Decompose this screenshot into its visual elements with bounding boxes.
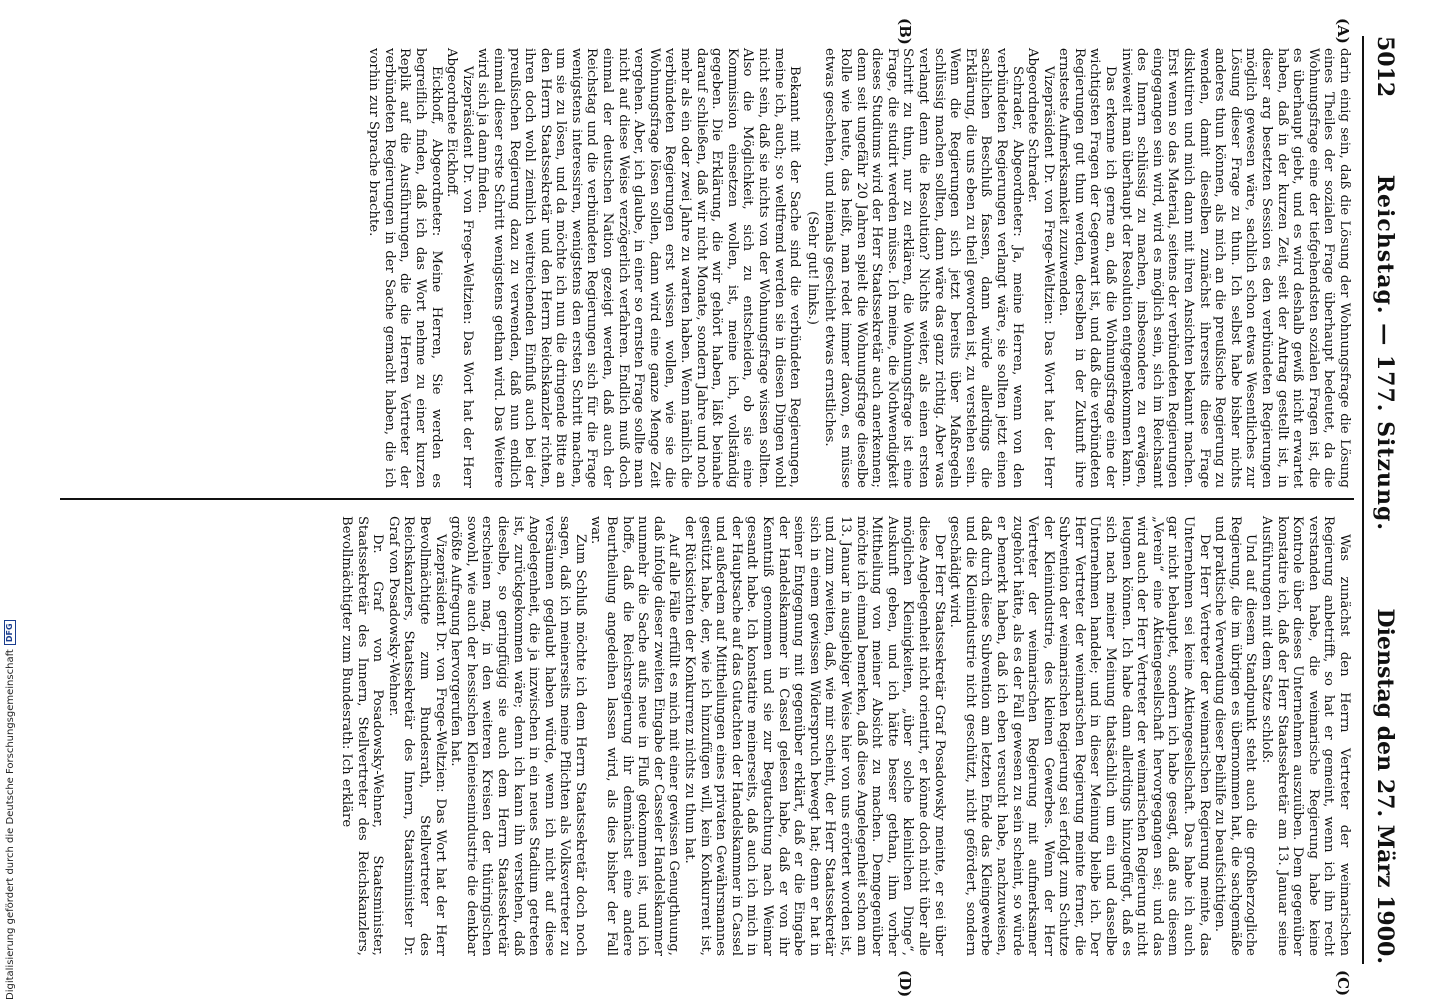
speaker-paragraph: Eickhoff, Abgeordneter: Meine Herren, Sie werden es begreiflich finden, daß ich das Wort nehme zu einer kurzen Replik auf die Ausführungen, die die Herren Vertreter der verbündeten Regierungen in der Sache gemacht haben, die ich vorhin zur Sprache brachte. — [366, 48, 444, 488]
margin-mark-b: (B) — [896, 18, 914, 45]
speaker-paragraph: Schrader, Abgeordneter: Ja, meine Herren, wenn von den verbündeten Regierungen verlangt wäre, sie sollten jetzt einen sachlichen Beschluß fassen, dann würde allerdings die Erklärung, die uns eben zu theil geworden ist, zu verstehen sein. Wenn die Regierungen sich jetzt bereits über Maßregeln schlüssig machen sollten, dann wäre das ganz richtig. Aber was verlangt denn die Resolution? Nichts weiter, als einen ersten Schritt zu thun, nur zu erklären, die Wohnungsfrage ist eine Frage, die studirt werden müsse. Ich meine, die Nothwendigkeit dieses Studiums wird der Herr Staatssekretär auch anerkennen; denn seit ungefähr 20 Jahren spielt die Wohnungsfrage dieselbe Rolle wie heute, das heißt, man redet immer davon, es müsse etwas geschehen, und niemals geschieht etwas ernstliches. — [822, 48, 1025, 488]
digitization-note — [2, 10, 18, 1000]
paragraph: Was zunächst den Herrn Vertreter der weimarischen Regierung anbetrifft, so hat er gemeint, wenn ich ihn recht verstanden habe, die weimarische Regierung habe keine Kontrole über dieses Unternehmen auszuüben. Dem gegenüber konstatire ich, daß der Herr Staatssekretär am 13. Januar seine Ausführungen mit dem Satze schloß: — [1259, 516, 1352, 956]
paragraph: Auf alle Fälle erfüllt es mich mit einer gewissen Genugthuung, daß infolge dieser zweiten Eingabe der Casseler Handelskammer nunmehr die Sache aufs neue in Fluß gekommen ist, und ich hoffe, daß die Reichsregierung ihr demnächst eine andere Beurtheilung angedeihen lassen wird, als dies bisher der Fall war. — [588, 516, 682, 956]
left-column — [366, 48, 1352, 488]
quotation: Und auf diesem Standpunkt steht auch die großherzogliche Regierung, die im übrigen es übernommen hat, die sachgemäße und praktische Verwendung dieser Beihilfe zu beaufsichtigen. — [1212, 516, 1259, 956]
paragraph: Der Herr Staatssekretär Graf Posadowsky meinte, er sei über diese Angelegenheit nicht orientirt, er könne doch nicht über alle möglichen Kleinigkeiten, „über solche kleinlichen Dinge“, Auskunft geben, und ich hätte besser gethan, ihm vorher Mittheilung von meiner Absicht zu machen. Demgegenüber möchte ich einmal bemerken, daß diese Angelegenheit schon am 13. Januar in ausgiebiger Weise hier von uns erörtert worden ist, und zum zweiten, daß, wie mir scheint, der Herr Staatssekretär sich in einem gewissen Widerspruch bewegt hat; denn er hat in seiner Entgegnung mit gegenüber erklärt, daß er die Eingabe der Handelskammer in Cassel gelesen habe, daß er von ihr Kenntniß genommen und sie zur Begutachtung nach Weimar gesandt habe. Ich konstatire meinerseits, daß auch ich mich in der Hauptsache auf das Gutachten der Handelskammer in Cassel und außerdem auf Mittheilungen eines privaten Gewährsmannes gestützt habe, der, wie ich hinzufügen will, kein Konkurrent ist, der Rücksichten der Konkurrenz nichts zu thun hat. — [682, 516, 947, 956]
paragraph: darin einig sein, daß die Lösung der Wohnungsfrage die Lösung eines Theiles der sozialen Frage überhaupt bedeutet, da die Wohnungsfrage eine der tiefgehendsten sozialen Fragen ist, die es überhaupt giebt, und es wird deshalb gewiß nicht erwartet haben, daß in der kurzen Zeit, seit der Antrag gestellt ist, in dieser arg besetzten Session es den verbündeten Regierungen möglich gewesen wäre, sachlich schon etwas Wesentliches zur Lösung dieser Frage zu thun. Ich selbst habe bisher nichts anderes thun können, als mich an die preußische Regierung zu wenden, damit dieselben zunächst ihrerseits diese Frage diskutiren und mich dann mit ihren Ansichten bekannt machen. Erst wenn so das Material, seitens der verbündeten Regierungen eingegangen sein wird, wird es möglich sein, sich im Reichsamt des Innern schlüssig zu machen, insbesondere zu erwägen, inwieweit man überhaupt der Resolution entgegenkommen kann. — [1118, 48, 1352, 488]
speaker-paragraph: Vizepräsident Dr. von Frege-Weltzien: Das Wort hat der Herr Abgeordnete Schrader. — [1025, 48, 1056, 488]
speaker-paragraph: Dr. Graf von Posadowsky-Wehner, Staatsminister, Staatssekretär des Innern, Stellvertreter des Reichskanzlers, Bevollmächtigter zum Bundesrath: Ich erkläre — [339, 516, 386, 956]
right-column — [338, 516, 1352, 956]
margin-mark-a: (A) — [1334, 18, 1352, 44]
page-header — [1372, 36, 1412, 964]
paragraph: Bekannt mit der Sache sind die verbündeten Regierungen, meine ich, auch; so weltfremd werden sie in diesen Dingen wohl nicht sein, daß sie nichts von der Wohnungsfrage wissen sollten. Also die Möglichkeit, sich zu entscheiden, ob sie eine Kommission einsetzen wollen, ist, meine ich, vollständig gegeben. Die Erklärung, die wir gehört haben, läßt beinahe darauf schließen, daß wir nicht Monate, sondern Jahre und noch mehr als ein oder zwei Jahre zu warten haben. Wenn nämlich die verbündeten Regierungen erst wissen wollen, wie sie die Wohnungsfrage lösen sollen, dann wird eine ganze Menge Zeit vergehen. Aber, ich glaube, in einer so ernsten Frage sollte man nicht auf diese Weise verzögerlich verfahren. Endlich muß doch einmal der deutschen Nation gezeigt werden, daß auch der Reichstag und die verbündeten Regierungen sich für die Frage wenigstens interessiren, wenigstens den ersten Schritt machen, um sie zu lösen, und da möchte ich nun die dringende Bitte an den Herrn Staatssekretär und den Herrn Reichskanzler richten, ihren doch wohl ziemlich weitreichenden Einfluß auch bei der preußischen Regierung dazu zu verwenden, daß nun endlich einmal dieser erste Schritt wenigstens gethan wird. Das Weitere wird sich ja dann finden. — [475, 48, 803, 488]
paragraph: Das erkenne ich gerne an, daß die Wohnungsfrage eine der wichtigsten Fragen der Gegenwart ist, und daß die verbündeten Regierungen gut thun werden, derselben in der Zukunft ihre ernsteste Aufmerksamkeit zuzuwenden. — [1056, 48, 1119, 488]
paragraph: Zum Schluß möchte ich dem Herrn Staatssekretär doch noch sagen, daß ich meinerseits meine Pflichten als Volksvertreter zu versäumen geglaubt haben würde, wenn ich nicht auf diese Angelegenheit, die ja inzwischen in ein neues Stadium getreten ist, zurückgekommen wäre; denn ich kann ihn verstehen, daß dieselbe, so geringfügig sie auch dem Herrn Staatssekretär erscheinen mag, in den weiteren Kreisen der thüringischen sowohl, wie auch der hessischen Kleineisenindustrie die denkbar größte Aufregung hervorgerufen hat. — [448, 516, 588, 956]
digitization-note-text: Digitalisierung gefördert durch die Deutsche Forschungsgemeinschaft — [4, 649, 16, 1000]
speaker-paragraph: Vizepräsident Dr. von Frege-Weltzien: Das Wort hat der Herr Abgeordnete Eickhoff. — [444, 48, 475, 488]
margin-mark-c: (C) — [1334, 970, 1352, 997]
paragraph: Der Herr Vertreter der weimarischen Regierung meinte, das Unternehmen sei keine Aktiengesellschaft. Das habe ich auch gar nicht behauptet, sondern ich habe gesagt, daß aus diesem „Verein“ eine Aktiengesellschaft hervorgegangen sei; und das wird auch der Herr Vertreter der weimarischen Regierung nicht leugnen können. Ich habe dann allerdings hinzugefügt, daß es sich nach meiner Meinung thatsächlich um ein und dasselbe Unternehmen handele; und in dieser Meinung bleibe ich. Der Herr Vertreter der weimarischen Regierung meinte ferner, die Subvention der weimarischen Regierung sei erfolgt zum Schutze der Kleinindustrie, des kleinen Gewerbes. Wenn der Herr Vertreter der weimarischen Regierung mit aufmerksamer zugehört hätte, als es der Fall gewesen zu sein scheint, so würde er bemerkt haben, daß ich eben versucht habe, nachzuweisen, daß durch diese Subvention am letzten Ende das Kleingewerbe und die Kleinindustrie nicht geschützt, nicht gefördert, sondern geschädigt wird. — [947, 516, 1212, 956]
session-date: Dienstag den 27. März 1900. — [1372, 608, 1398, 964]
page-title: Reichstag. — 177. Sitzung. — [1372, 174, 1398, 532]
margin-mark-d: (D) — [896, 970, 914, 998]
header-rule — [1362, 36, 1364, 964]
page-number: 5012 — [1372, 36, 1398, 98]
speaker-paragraph: Vizepräsident Dr. von Frege-Weltzien: Das Wort hat der Herr Bevollmächtigte zum Bundesrath, Stellvertreter des Reichskanzlers, Staatssekretär des Innern, Staatsminister Dr. Graf von Posadowsky-Wehner. — [385, 516, 448, 956]
column-divider — [60, 498, 1354, 500]
interjection: (Sehr gut! links.) — [804, 211, 820, 325]
dfg-logo: DFG — [4, 620, 16, 645]
